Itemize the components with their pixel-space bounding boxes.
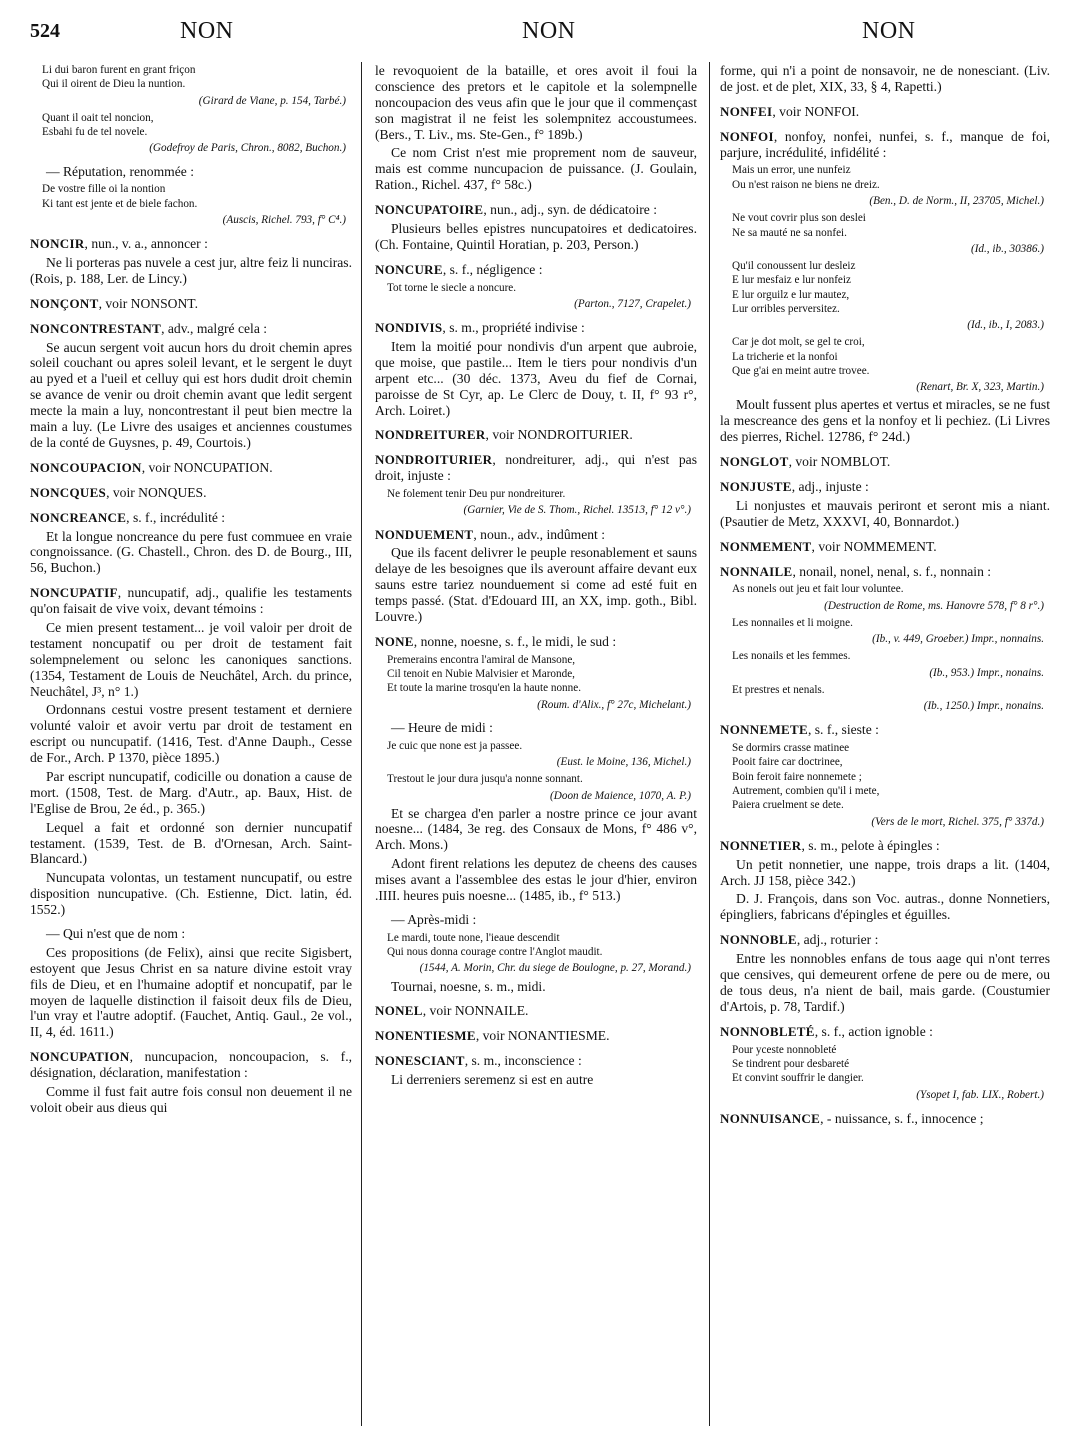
quotation: Qu'il conoussent lur desleiz E lur mesfaiz e lur nonfeiz E lur orguilz e lur mautez, Lur orribles perversitez.	[732, 259, 856, 315]
quotation: Les nonails et les femmes.	[732, 650, 851, 663]
entry-text: Et la longue noncreance du pere fust commuee en vraie congnoissance. (G. Chastell., Chron. des D. de Bourg., III, 56, Buchon.)	[30, 528, 352, 576]
entry-text: Li nonjustes et mauvais periront et seront mis a niant. (Psautier de Metz, XXXVI, 40, Bonnardot.)	[720, 497, 1050, 529]
running-headword-left: NON	[180, 18, 234, 44]
headword: NONDROITURIER	[375, 452, 493, 468]
entry-text: Plusieurs belles epistres nuncupatoires et dedicatoires. (Ch. Fontaine, Quintil Horatian, p. 203, Person.)	[375, 221, 697, 252]
citation: (Destruction de Rome, ms. Hanovre 578, f° 8 r°.)	[824, 599, 1044, 612]
headword: NONDUEMENT	[375, 526, 474, 542]
entry-heading: NONCURE, s. f., négligence :	[375, 261, 543, 277]
entry-text: Ne li porteras pas nuvele a cest jur, altre feiz li nunciras. (Rois, p. 188, Ler. de Lincy.)	[30, 255, 352, 286]
headword: NONENTIESME	[375, 1028, 476, 1044]
sense-label: — Heure de midi :	[391, 719, 493, 735]
entry-text: Ces propositions (de Felix), ainsi que recite Sigisbert, estoyent que Jesus Christ en sa nature divine estoit vray fils de Dieu, et en l'humaine adoptif et noncupatif, par le moyen de laquelle distinction il faisoit deux fils de Dieu, l'un vray et l'autre adoptif. (Fauchet, Antiq. Gaul., 2e vol., II, 4, éd. 1611.)	[30, 944, 352, 1040]
column-divider	[361, 62, 362, 1426]
quotation: Quant il oait tel noncion, Esbahi fu de tel novele.	[42, 111, 154, 139]
headword: NONFEI	[720, 103, 773, 119]
headword: NONCUPATION	[30, 1049, 130, 1065]
headword: NONNAILE	[720, 563, 793, 579]
entry-text: Entre les nonnobles enfans de tous aage qui n'ont terres que censives, qui demeurent orfene de pere ou de mere, ou de tous deus, n'a nient de bail, mais garde. (Coustumier d'Artois, p. 78, Tardif.)	[720, 951, 1050, 1014]
headword: NONEL	[375, 1003, 423, 1019]
entry-heading: NONE, nonne, noesne, s. f., le midi, le sud :	[375, 633, 617, 649]
column-2	[375, 60, 697, 1088]
entry-text: forme, qui n'i a point de nonsavoir, ne de nonesciant. (Liv. de jost. et de plet, XIX, 33, § 4, Rapetti.)	[720, 63, 1050, 94]
entry-heading: NONENTIESME, voir NONANTIESME.	[375, 1028, 610, 1044]
quotation: Car je dot molt, se gel te croi, La tricherie et la nonfoi Que g'ai en meint autre trovee.	[732, 336, 870, 378]
column-divider	[709, 62, 710, 1426]
headword: NONÇONT	[30, 295, 99, 311]
entry-text: Un petit nonnetier, une nappe, trois draps a lit. (1404, Arch. JJ 158, pièce 342.)	[720, 856, 1050, 888]
entry-text: Comme il fust fait autre fois consul non deuement il ne voloit obeir aus dieus qui	[30, 1084, 352, 1115]
column-1	[30, 60, 352, 1116]
entry-heading: NONDIVIS, s. m., propriété indivise :	[375, 320, 585, 336]
entry-heading: NONÇONT, voir NONSONT.	[30, 295, 198, 311]
citation: (Ben., D. de Norm., II, 23705, Michel.)	[869, 195, 1044, 208]
headword: NONNETIER	[720, 837, 802, 853]
running-headword-center: NON	[522, 18, 576, 44]
entry-text: Item la moitié pour nondivis d'un arpent que aubroie, que moise, que pastile... Item le tiers pour nondivis d'un arpent etc... (30 déc. 1373, Aveu du fief de Cornai, paroisse de St Cyr, ap. Le Clerc de Douy, t. II, f° 93 r°, Arch. Loiret.)	[375, 339, 697, 418]
entry-heading: NONCQUES, voir NONQUES.	[30, 484, 207, 500]
quotation: Ne vout covrir plus son deslei Ne sa mauté ne sa nonfei.	[732, 212, 866, 239]
entry-text: D. J. François, dans son Voc. autras., donne Nonnetiers, épingliers, fabricans d'épingles et éguilles.	[720, 891, 1050, 923]
citation: (Roum. d'Alix., f° 27c, Michelant.)	[537, 698, 691, 711]
sense-label: — Qui n'est que de nom :	[46, 925, 186, 941]
quotation: Se dormirs crasse matinee Pooit faire car doctrinee, Boin feroit faire nonnemete ; Autrement, combien qu'il i mete, Paiera cruelment se dete.	[732, 742, 880, 812]
headword: NONFOI	[720, 128, 774, 144]
citation: (Id., ib., 30386.)	[970, 242, 1044, 255]
headword: NONCOUPACION	[30, 459, 142, 475]
entry-heading: NONGLOT, voir NOMBLOT.	[720, 454, 891, 470]
citation: (Ib., 953.) Impr., nonains.	[929, 666, 1044, 679]
entry-heading: NONNUISANCE, - nuissance, s. f., innocence ;	[720, 1110, 984, 1126]
entry-text: Se aucun sergent voit aucun hors du droit chemin apres soleil couchant ou apres soleil levant, et le sergent le duyt au pyed et a l'ueil et celluy qui est hors dudit droit chemin se avance de venir ou droit chemin avant que ledit sergent mecte la main a luy, noncontrestant il peut bien mectre la main a luy. (Le Livre des usaiges et anciennes coustumes de la conté de Guysnes, p. 49, Courtois.)	[30, 339, 352, 450]
headword: NONCUPATOIRE	[375, 202, 484, 218]
headword: NONCONTRESTANT	[30, 320, 162, 336]
headword: NONCREANCE	[30, 509, 127, 525]
headword: NONJUSTE	[720, 479, 792, 494]
entry-heading: NONCIR, nun., v. a., annoncer :	[30, 236, 208, 252]
citation: (Garnier, Vie de S. Thom., Richel. 13513, f° 12 v°.)	[463, 504, 691, 517]
quotation: De vostre fille oi la nontion Ki tant est jente et de biele fachon.	[42, 183, 198, 210]
citation: (Ysopet I, fab. LIX., Robert.)	[916, 1088, 1044, 1101]
quotation: Les nonnailes et li moigne.	[732, 616, 853, 629]
entry-heading: NONDREITURER, voir NONDROITURIER.	[375, 427, 633, 443]
citation: (Ib., 1250.) Impr., nonains.	[923, 700, 1044, 713]
citation: (Eust. le Moine, 136, Michel.)	[556, 756, 691, 769]
quotation: Le mardi, toute none, l'ieaue descendit Qui nous donna courage contre l'Anglot maudit.	[387, 931, 603, 959]
page-header	[30, 16, 1060, 56]
headword: NONGLOT	[720, 454, 789, 470]
quotation: Pour yceste nonnobleté Se tindrent pour desbareté Et convint souffrir le dangier.	[732, 1043, 864, 1085]
quotation: Et prestres et nenals.	[732, 683, 825, 696]
entry-heading: NONNOBLE, adj., roturier :	[720, 932, 879, 948]
entry-text: Moult fussent plus apertes et vertus et miracles, se ne fust la mescreance des gens et la nonfoy et li pechiez. (Li Livres des pierres, Richel. 12786, f° 24d.)	[720, 397, 1050, 445]
quotation: Premerains encontra l'amiral de Mansone, Cil tenoit en Nubie Malvisier et Maronde, Et toute la marine trosqu'en la haute nonne.	[387, 653, 582, 695]
entry-text: Adont firent relations les deputez de cheens des causes mises avant a l'assemblee des estas le jour d'hier, environ .IIII. heures puis noesne... (1485, ib., f° 513.)	[375, 856, 697, 904]
headword: NONCQUES	[30, 484, 107, 500]
entry-text: Que ils facent delivrer le peuple resonablement et sauns delaye de les besoignes que ils averount affaire devant eux sauns estre tariez nounduement si come ad esté fuit en temps passé. (Stat. d'Edouard III, an XX, imp. goth., Bibl. Louvre.)	[375, 545, 697, 624]
column-3	[720, 60, 1050, 1127]
entry-heading: NONCONTRESTANT, adv., malgré cela :	[30, 320, 268, 336]
entry-heading: NONFEI, voir NONFOI.	[720, 103, 860, 119]
headword: NONDREITURER	[375, 427, 486, 443]
entry-text: Par escript nuncupatif, codicille ou donation a cause de mort. (1508, Test. de Marg. d'Autr., ap. Baux, Hist. de l'Eglise de Brou, 2e éd., p. 365.)	[30, 768, 352, 816]
entry-heading: NONNETIER, s. m., pelote à épingles :	[720, 837, 940, 853]
citation: (1544, A. Morin, Chr. du siege de Boulogne, p. 27, Morand.)	[419, 962, 691, 975]
headword: NONNOBLETÉ	[720, 1023, 815, 1039]
headword: NONDIVIS	[375, 320, 443, 336]
entry-heading: NONFOI, nonfoy, nonfei, nunfei, s. f., manque de foi, parjure, incrédulité, infidélité :	[720, 128, 1050, 160]
quotation: Trestout le jour dura jusqu'a nonne sonnant.	[387, 773, 583, 786]
headword: NONE	[375, 633, 414, 649]
entry-text: Lequel a fait et ordonné son dernier nuncupatif testament. (1539, Test. de B. d'Ornesan, Arch. Saint-Blancard.)	[30, 819, 352, 867]
headword: NONCURE	[375, 261, 443, 277]
quotation: Ne folement tenir Deu pur nondreiturer.	[387, 488, 566, 501]
quotation: Mais un error, une nunfeiz Ou n'est raison ne biens ne dreiz.	[732, 164, 880, 191]
entry-heading: NONCUPATIF, nuncupatif, adj., qualifie les testaments qu'on faisait de vive voix, devant témoins :	[30, 585, 352, 617]
running-headword-right: NON	[862, 18, 916, 44]
citation: (Godefroy de Paris, Chron., 8082, Buchon.)	[149, 142, 346, 155]
sense-label: — Après-midi :	[391, 911, 477, 927]
sense-label: — Réputation, renommée :	[46, 163, 194, 179]
citation: (Ib., v. 449, Groeber.) Impr., nonnains.	[872, 633, 1044, 646]
entry-text: Tournai, noesne, s. m., midi.	[391, 978, 546, 994]
entry-heading: NONNEMETE, s. f., sieste :	[720, 722, 879, 738]
page-number: 524	[30, 20, 60, 42]
entry-heading: NONMEMENT, voir NOMMEMENT.	[720, 538, 937, 554]
quotation: Je cuic que none est ja passee.	[387, 739, 523, 752]
entry-heading: NONEL, voir NONNAILE.	[375, 1003, 529, 1019]
headword: NONCIR	[30, 236, 85, 252]
quotation: As nonels out jeu et fait lour voluntee.	[732, 583, 904, 596]
citation: (Vers de le mort, Richel. 375, f° 337d.)	[871, 815, 1044, 828]
entry-heading: NONCUPATION, nuncupacion, noncoupacion, s. f., désignation, déclaration, manifestation :	[30, 1049, 352, 1081]
entry-text: Ce mien present testament... je voil valoir per droit de testament noncupatif ou per droit de testament fait solempnelement ou selonc les canoniques sanctions. (1354, Testament de Louis de Neuchâtel, Arch. du prince, Neuchâtel, J³, n° 1.)	[30, 619, 352, 699]
entry-heading: NONCUPATOIRE, nun., adj., syn. de dédicatoire :	[375, 202, 657, 218]
entry-heading: NONCOUPACION, voir NONCUPATION.	[30, 459, 273, 475]
entry-heading: NONNOBLETÉ, s. f., action ignoble :	[720, 1023, 933, 1039]
headword: NONNUISANCE	[720, 1110, 821, 1126]
entry-text: Ordonnans cestui vostre present testament et derniere volunté valoir et avoir vertu par droit de testament en escript ou nuncupatif. (1416, Test. d'Anne Dauph., Cesse de For., Arch. P 1370, pièce 1895.)	[30, 702, 352, 766]
entry-heading: NONNAILE, nonail, nonel, nenal, s. f., nonnain :	[720, 563, 992, 579]
headword: NONESCIANT	[375, 1053, 465, 1069]
entry-heading: NONDROITURIER, nondreiturer, adj., qui n'est pas droit, injuste :	[375, 452, 697, 484]
entry-text: Et se chargea d'en parler a nostre prince ce jour avant noesne... (1484, 3e reg. des Consaux de Mons, f° 486 v°, Arch. Mons.)	[375, 805, 697, 853]
headword: NONCUPATIF	[30, 585, 118, 601]
quotation: Tot torne le siecle a noncure.	[387, 281, 517, 294]
citation: (Girard de Viane, p. 154, Tarbé.)	[198, 94, 346, 107]
headword: NONNOBLE	[720, 932, 797, 948]
entry-heading: NONCREANCE, s. f., incrédulité :	[30, 509, 226, 525]
citation: (Renart, Br. X, 323, Martin.)	[916, 381, 1044, 394]
citation: (Parton., 7127, Crapelet.)	[574, 298, 691, 311]
quotation: Li dui baron furent en grant friçon Qui il oirent de Dieu la nuntion.	[42, 64, 196, 91]
entry-heading: NONESCIANT, s. m., inconscience :	[375, 1053, 582, 1069]
citation: (Auscis, Richel. 793, f° C⁴.)	[222, 214, 346, 227]
entry-text: Li derreniers seremenz si est en autre	[391, 1072, 594, 1088]
citation: (Doon de Maience, 1070, A. P.)	[550, 789, 691, 802]
entry-text: le revoquoient de la bataille, et ores avoit il foui la conscience des pretors et le capitole et la solempnelle noncoupacion des veus afin que le jour que il commençast son magistrat il ne feist les solempnitez accoustumees. (Bers., T. Liv., ms. Ste-Gen., f° 189b.)	[375, 63, 697, 142]
entry-text: Ce nom Crist n'est mie proprement nom de sauveur, mais est comme nuncupacion de puissance. (J. Goulain, Ration., Richel. 437, f° 58c.)	[375, 145, 697, 193]
entry-text: Nuncupata volontas, un testament nuncupatif, ou estre disposition nuncupative. (Ch. Estienne, Dict. latin, éd. 1552.)	[30, 870, 352, 918]
entry-heading: NONDUEMENT, noun., adv., indûment :	[375, 526, 605, 542]
entry-heading: NONJUSTE, adj., injuste :	[720, 479, 869, 494]
citation: (Id., ib., I, 2083.)	[967, 319, 1044, 332]
headword: NONMEMENT	[720, 538, 812, 554]
headword: NONNEMETE	[720, 722, 808, 738]
